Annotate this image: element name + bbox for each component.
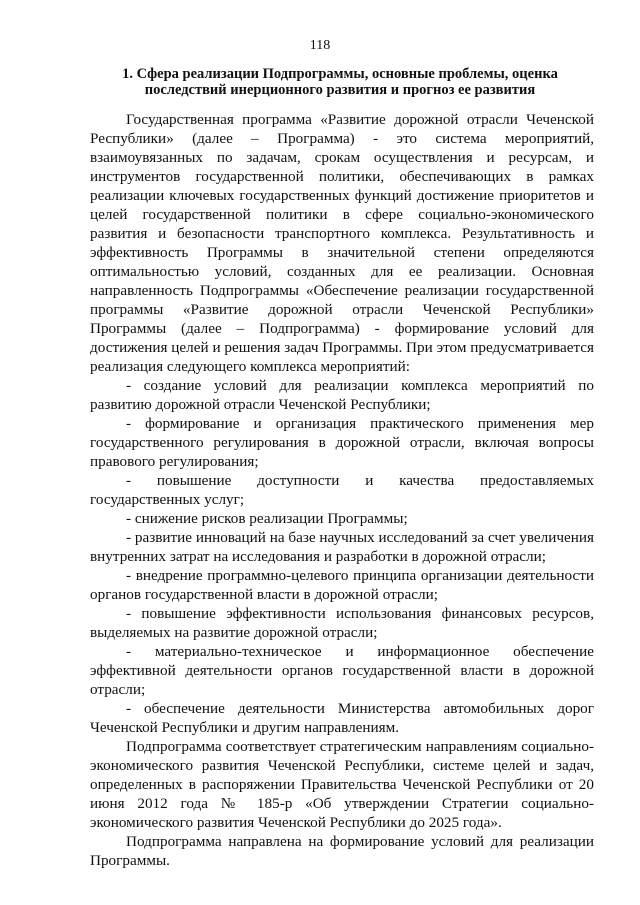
measure-item: - создание условий для реализации комплекса мероприятий по развитию дорожной отрасли Чеченской Республики; bbox=[90, 377, 594, 413]
measure-item: - снижение рисков реализации Программы; bbox=[126, 510, 408, 527]
strategy-paragraph: Подпрограмма соответствует стратегическим направлениям социально-экономического развития Чеченской Республики, системе целей и задач, определенных в распоряжении Правительства Чеченской Республики от 20 июня 2012 года № 185-р «Об утверждении Стратегии социально-экономического развития Чеченской Республики до 2025 года». bbox=[90, 738, 594, 831]
intro-paragraph: Государственная программа «Развитие дорожной отрасли Чеченской Республики» (далее – Программа) - это система мероприятий, взаимоувязанных по задачам, срокам осуществления и ресурсам, и инструментов государственной политики, обеспечивающих в рамках реализации ключевых государственных функций достижение приоритетов и целей государственной политики в сфере социально-экономического развития и безопасности транспортного комплекса. Результативность и эффективность Программы в значительной степени определяются оптимальностью условий, созданных для ее реализации. Основная направленность Подпрограммы «Обеспечение реализации государственной программы «Развитие дорожной отрасли Чеченской Республики» Программы (далее – Подпрограмма) - формирование условий для достижения целей и решения задач Программы. При этом предусматривается реализация следующего комплекса мероприятий: bbox=[90, 111, 594, 375]
closing-paragraph: Подпрограмма направлена на формирование условий для реализации Программы. bbox=[90, 833, 594, 869]
measure-item: - внедрение программно-целевого принципа организации деятельности органов государственной власти в дорожной отрасли; bbox=[90, 567, 594, 603]
measure-item: - формирование и организация практического применения мер государственного регулирования в дорожной отрасли, включая вопросы правового регулирования; bbox=[90, 415, 594, 470]
body-text bbox=[90, 110, 594, 870]
measure-item: - материально-техническое и информационное обеспечение эффективной деятельности органов государственной власти в дорожной отрасли; bbox=[90, 643, 594, 698]
measure-item: - повышение доступности и качества предоставляемых государственных услуг; bbox=[90, 472, 594, 508]
measure-item: - повышение эффективности использования финансовых ресурсов, выделяемых на развитие дорожной отрасли; bbox=[90, 605, 594, 641]
measures-list bbox=[90, 376, 594, 737]
measure-item: - обеспечение деятельности Министерства автомобильных дорог Чеченской Республики и другим направлениям. bbox=[90, 700, 594, 736]
measure-item: - развитие инноваций на базе научных исследований за счет увеличения внутренних затрат на исследования и разработки в дорожной отрасли; bbox=[90, 529, 594, 565]
section-title: 1. Сфера реализации Подпрограммы, основные проблемы, оценка последствий инерционного развития и прогноз ее развития bbox=[122, 66, 558, 98]
page-number: 118 bbox=[309, 38, 331, 53]
